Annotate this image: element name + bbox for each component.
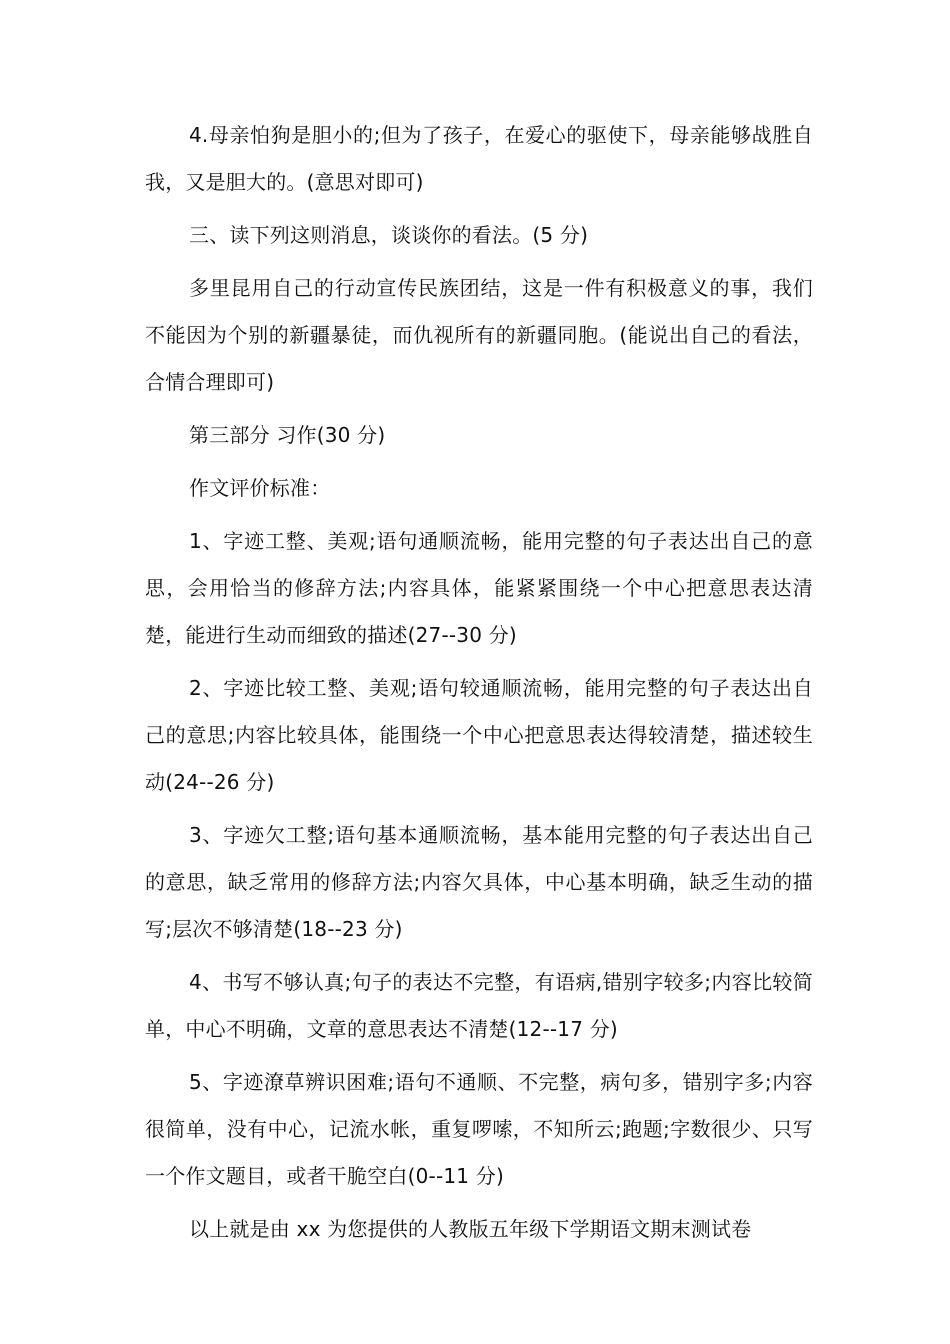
document-body bbox=[145, 112, 813, 1259]
paragraph-closing: 以上就是由 xx 为您提供的人教版五年级下学期语文期末测试卷 bbox=[189, 1217, 752, 1241]
paragraph-grading-level-1: 1、字迹工整、美观;语句通顺流畅，能用完整的句子表达出自己的意思，会用恰当的修辞方法;内容具体，能紧紧围绕一个中心把意思表达清楚，能进行生动而细致的描述(27--30 分) bbox=[145, 529, 813, 647]
paragraph-grading-level-3: 3、字迹欠工整;语句基本通顺流畅，基本能用完整的句子表达出自己的意思，缺乏常用的修辞方法;内容欠具体，中心基本明确，缺乏生动的描写;层次不够清楚(18--23 分) bbox=[145, 823, 813, 941]
paragraph-grading-heading: 作文评价标准： bbox=[189, 476, 331, 500]
paragraph-part-3-heading: 第三部分 习作(30 分) bbox=[189, 423, 386, 447]
paragraph-section-3-answer: 多里昆用自己的行动宣传民族团结，这是一件有积极意义的事，我们不能因为个别的新疆暴徒，而仇视所有的新疆同胞。(能说出自己的看法，合情合理即可) bbox=[145, 276, 813, 394]
paragraph-answer-4: 4.母亲怕狗是胆小的;但为了孩子，在爱心的驱使下，母亲能够战胜自我，又是胆大的。(意思对即可) bbox=[145, 123, 813, 194]
paragraph-section-3-heading: 三、读下列这则消息，谈谈你的看法。(5 分) bbox=[189, 223, 589, 247]
paragraph-grading-level-4: 4、书写不够认真;句子的表达不完整，有语病,错别字较多;内容比较简单，中心不明确，文章的意思表达不清楚(12--17 分) bbox=[145, 970, 813, 1041]
paragraph-grading-level-2: 2、字迹比较工整、美观;语句较通顺流畅，能用完整的句子表达出自己的意思;内容比较具体，能围绕一个中心把意思表达得较清楚，描述较生动(24--26 分) bbox=[145, 676, 813, 794]
paragraph-grading-level-5: 5、字迹潦草辨识困难;语句不通顺、不完整，病句多，错别字多;内容很简单，没有中心，记流水帐，重复啰嗦，不知所云;跑题;字数很少、只写一个作文题目，或者干脆空白(0--11 分) bbox=[145, 1070, 813, 1188]
